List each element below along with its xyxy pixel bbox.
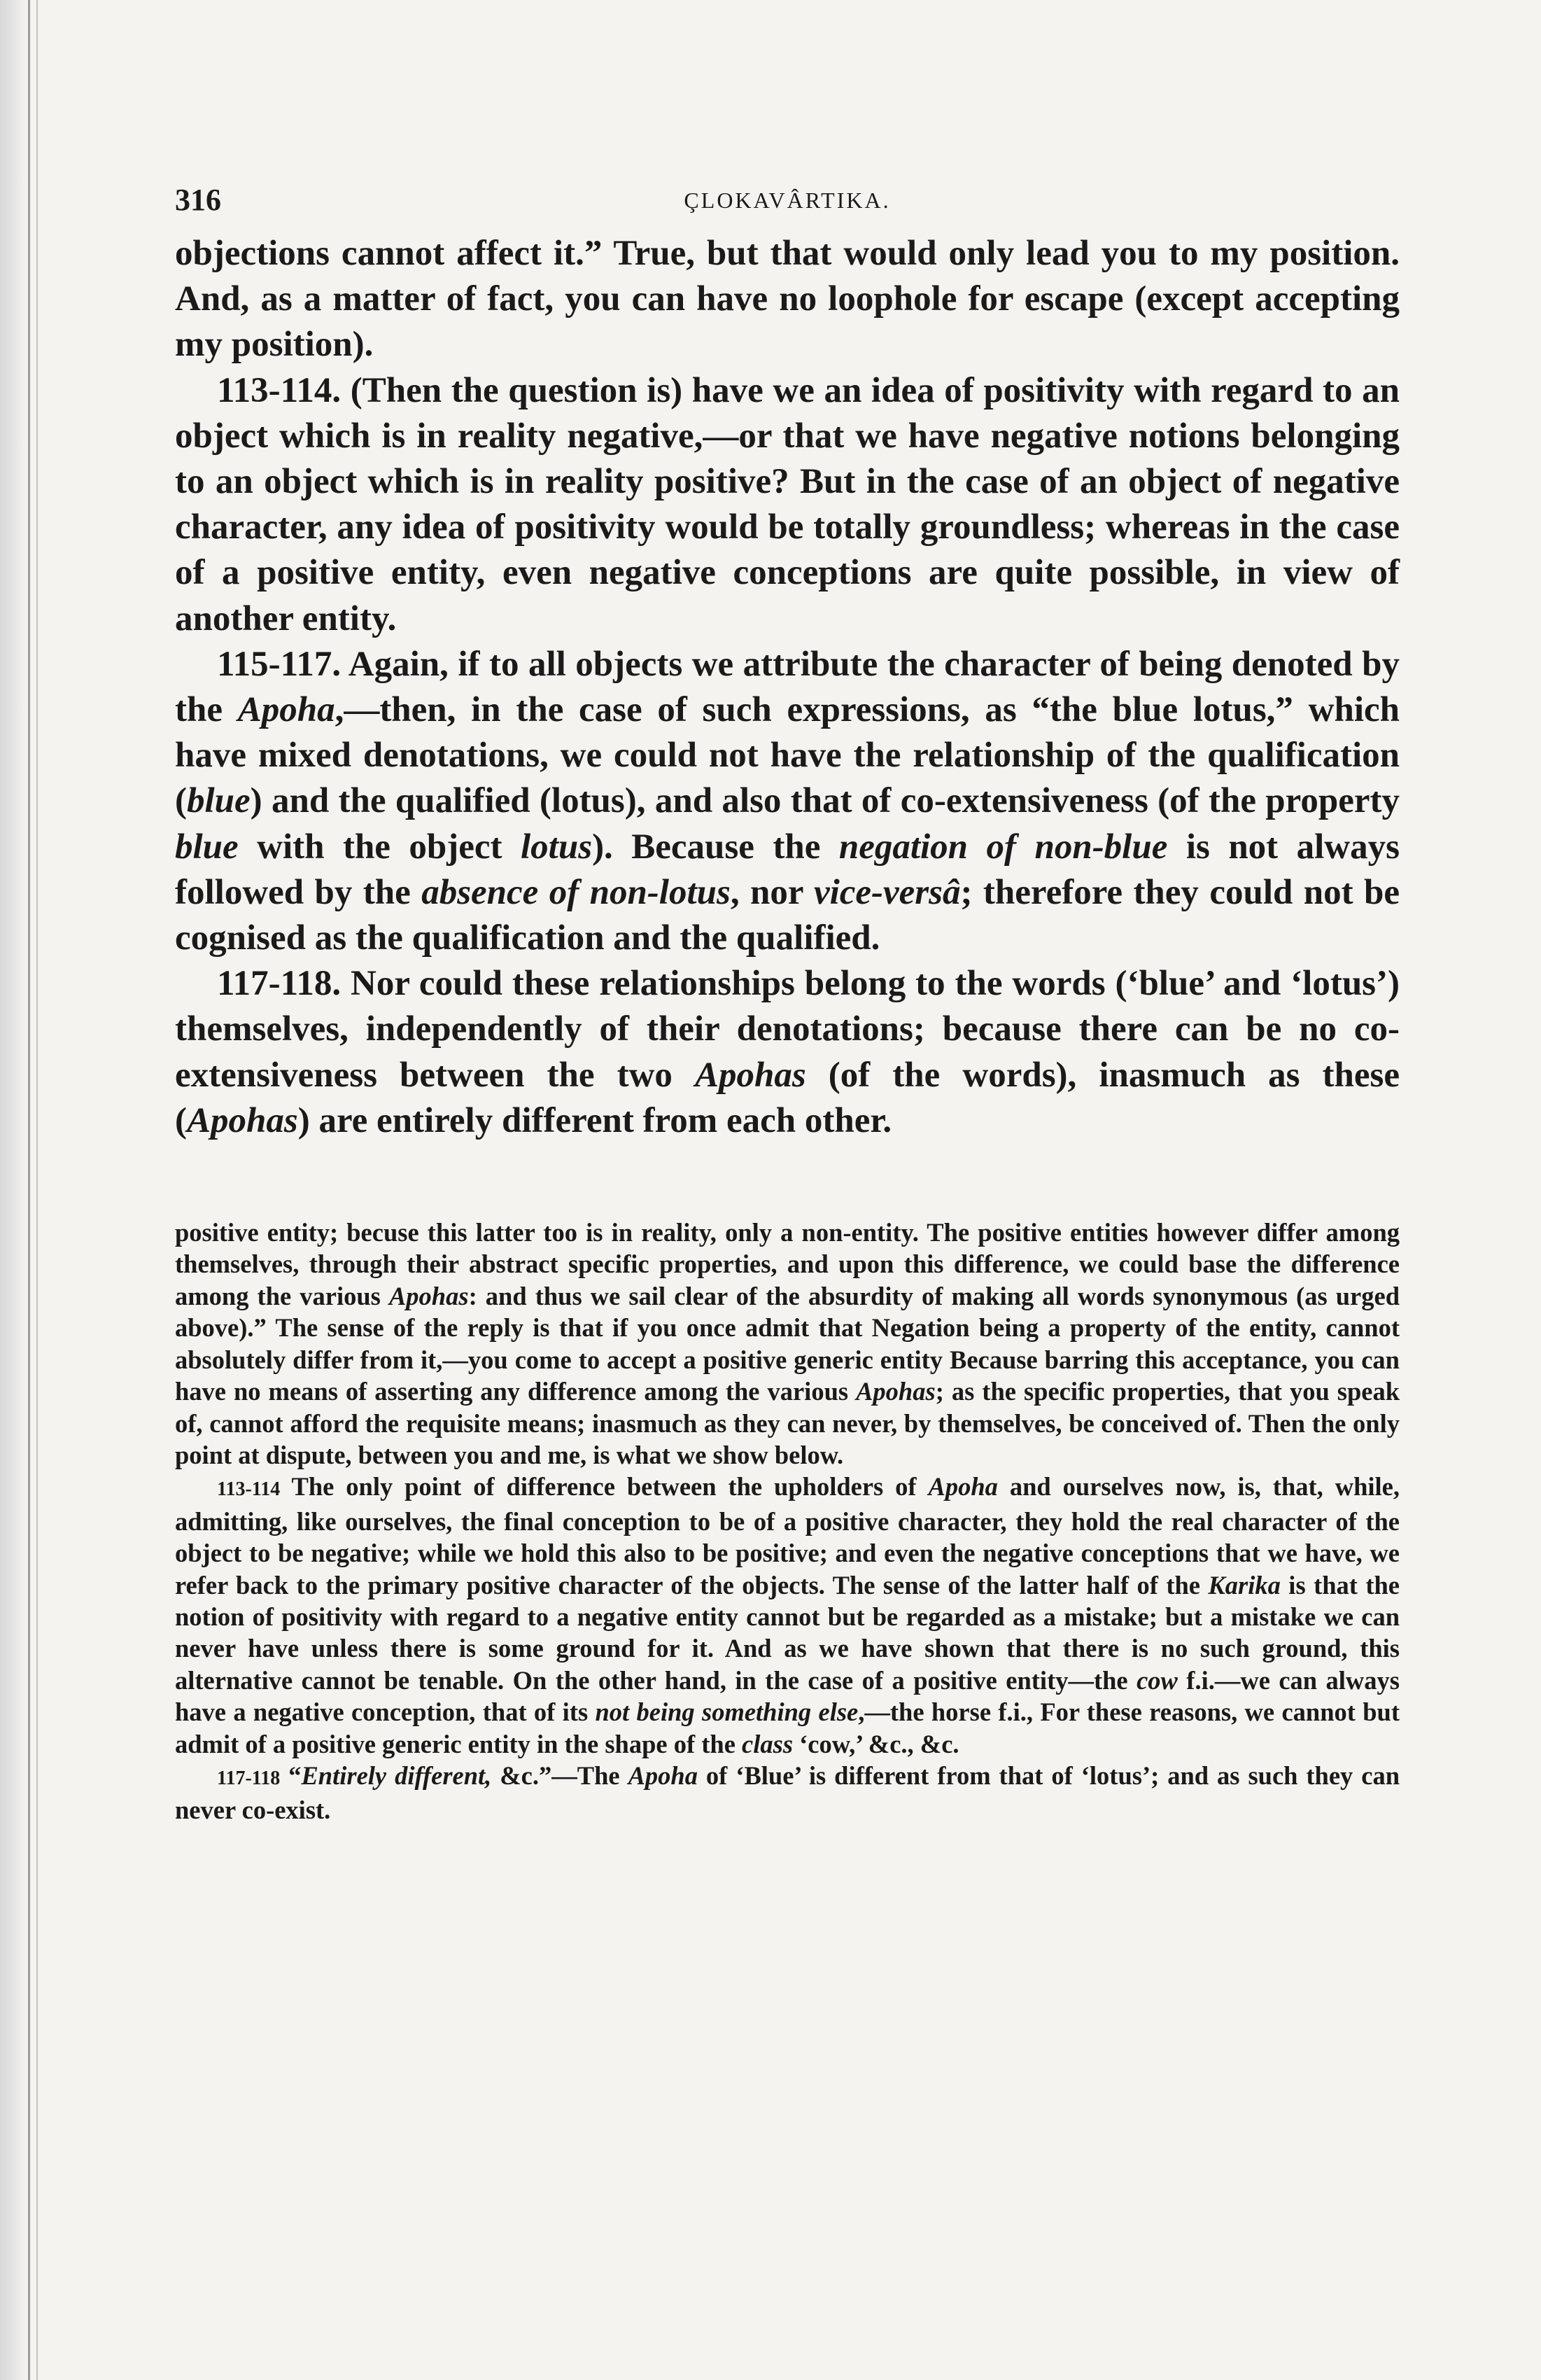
footnote-1: positive entity; becuse this latter too is in reality, only a non-entity. The positive entities however differ among themselves, through their abstract specific properties, and upon this difference, we could base the difference among the various Apohas: and thus we sail clear of the absurdity of making all words synonymous (as urged above).” The sense of the reply is that if you once admit that Negation being a property of the entity, cannot absolutely differ from it,—you come to accept a positive generic entity Because barring this acceptance, you can have no means of asserting any difference among the various Apohas; as the specific properties, that you speak of, cannot afford the requisite means; inasmuch as they can never, by themselves, be conceived of. Then the only point at dispute, between you and me, is what we show below. <box>175 1218 1400 1469</box>
main-text <box>175 231 1400 1144</box>
footnote-3: 117-118 “Entirely different, &c.”—The Apoha of ‘Blue’ is different from that of ‘lotus’; and as such they can never co-exist. <box>175 1760 1400 1825</box>
scan-edge-line <box>36 0 38 2380</box>
footnote-ref: 117-118 <box>217 1767 281 1789</box>
footnotes <box>175 1217 1400 1826</box>
running-title: ÇLOKAVÂRTIKA. <box>684 188 891 213</box>
verse-number: 113-114. <box>217 370 342 410</box>
page-header <box>175 182 1400 231</box>
scan-edge <box>0 0 30 2380</box>
footnote-ref: 113-114 <box>217 1478 281 1501</box>
verse-number: 117-118. <box>217 964 342 1004</box>
footnote-2: 113-114 The only point of difference between the upholders of Apoha and ourselves now, is, that, while, admitting, like ourselves, the final conception to be of a positive character, they hold the real character of the object to be negative; while we hold this also to be positive; and even the negative conceptions that we have, we refer back to the primary positive character of the objects. The sense of the latter half of the Karika is that the notion of positivity with regard to a negative entity cannot but be regarded as a mistake; but a mistake we can never have unless there is some ground for it. And as we have shown that there is no such ground, this alternative cannot be tenable. On the other hand, in the case of a positive entity—the cow f.i.—we can always have a negative conception, that of its not being something else,—the horse f.i., For these reasons, we cannot but admit of a positive generic entity in the shape of the class ‘cow,’ &c., &c. <box>175 1472 1400 1758</box>
page <box>175 182 1400 1826</box>
main-paragraph-2: 113-114. (Then the question is) have we an idea of positivity with regard to an object which is in reality negative,—or that we have negative notions belonging to an object which is in reality positive? But in the case of an object of negative character, any idea of positivity would be totally groundless; whereas in the case of a positive entity, even negative conceptions are quite possible, in view of another entity. <box>175 370 1400 638</box>
main-paragraph-4: 117-118. Nor could these relationships belong to the words (‘blue’ and ‘lotus’) themselves, independently of their denotations; because there can be no co-extensiveness between the two Apohas (of the words), inasmuch as these (Apohas) are entirely different from each other. <box>175 964 1400 1140</box>
page-number: 316 <box>175 183 221 217</box>
main-paragraph-3: 115-117. Again, if to all objects we attribute the character of being denoted by the Apoha,—then, in the case of such expressions, as “the blue lotus,” which have mixed denotations, we could not have the relationship of the qualification (blue) and the qualified (lotus), and also that of co-extensiveness (of the property blue with the object lotus). Because the negation of non-blue is not always followed by the absence of non-lotus, nor vice-versâ; therefore they could not be cognised as the qualification and the qualified. <box>175 644 1400 958</box>
verse-number: 115-117. <box>217 644 342 684</box>
main-paragraph-1: objections cannot affect it.” True, but that would only lead you to my position. And, as a matter of fact, you can have no loophole for escape (except accepting my position). <box>175 234 1400 365</box>
